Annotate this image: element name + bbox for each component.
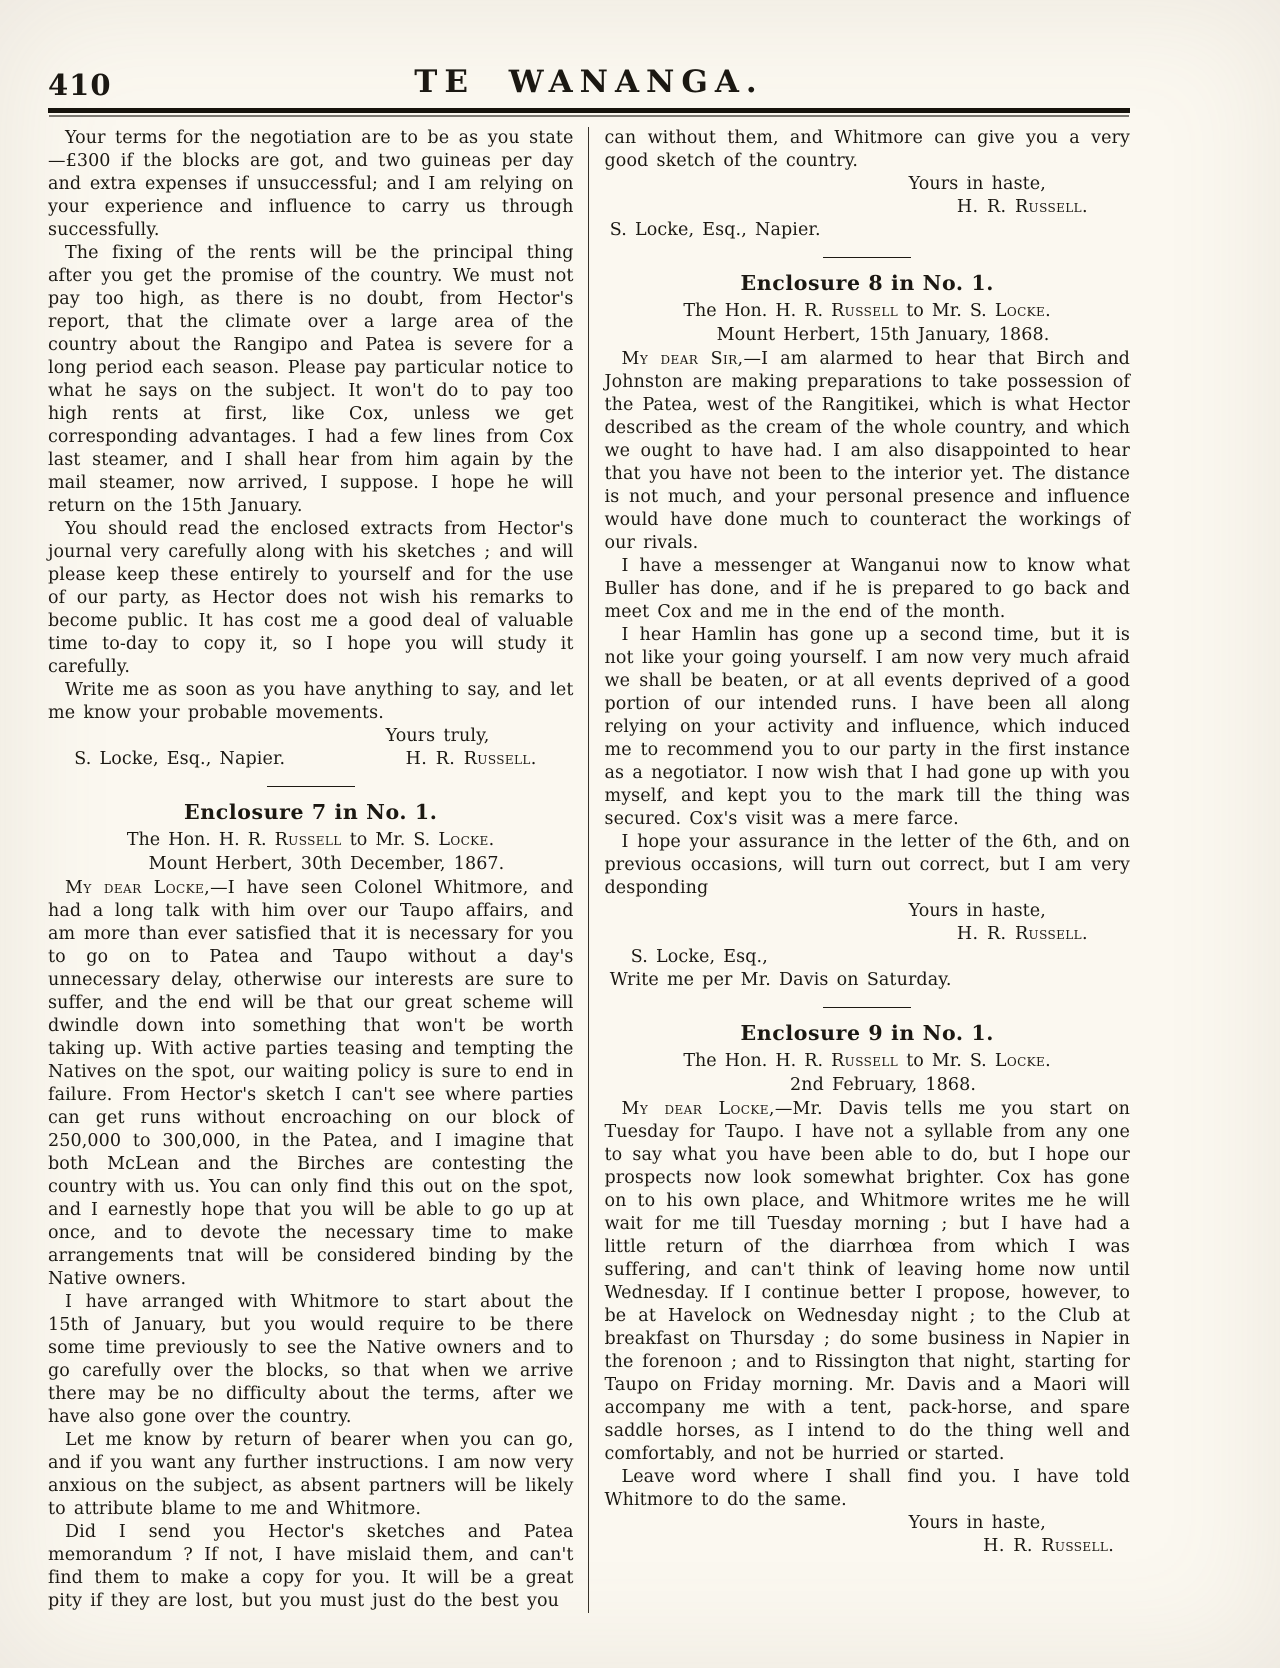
paragraph-text: —Mr. Davis tells me you start on Tuesday for Taupo. I have not a syllable from any one to say what you have been able to do, but I hope our prospects now look somewhat brighter. Cox has gone on to his own place, and Whitmore writes me he will wait for me till Tuesday morning ; but I have had a little return of the diarrhœa from which I was suffering, and can't think of leaving home now until Wednesday. If I continue better I propose, however, to be at Havelock on Wednesday night ; to the Club at breakfast on Thursday ; do some business in Napier in the forenoon ; and to Rissington that night, starting for Taupo on Friday morning. Mr. Davis and a Maori will accompany me with a tent, pack-horse, and spare saddle horses, as I intend to do the thing well and comfortably, and not be hurried or started.: [604, 1099, 1130, 1464]
signature-name: H. R. Russell.: [983, 1536, 1115, 1556]
letter-paragraph: I hear Hamlin has gone up a second time, but it is not like your going yourself. I am now very much afraid we shall be beaten, or at all events deprived of a good portion of our intended runs. I have been all along relying on your activity and influence, which induced me to recommend you to our party in the first instance as a negotiator. I now wish that I had gone up with you myself, and kept you to the mark till the thing was secured. Cox's visit was a mere farce.: [604, 625, 1130, 829]
letter-paragraph-continuation: can without them, and Whitmore can give you a very good sketch of the country.: [604, 128, 1130, 171]
salutation: My dear Locke,: [621, 1099, 775, 1119]
paragraph-text: —I have seen Colonel Whitmore, and had a long talk with him over our Taupo affairs, and am more than ever satisfied that it is necessary for you to go on to Patea and Taupo without a day's unnecessary delay, otherwise our interests are sure to suffer, and the end will be that our great scheme will dwindle down into something that won't be worth taking up. With active parties teasing and tempting the Natives on the spot, our waiting policy is sure to end in failure. From Hector's sketch I can't see where parties can get runs without encroaching on our block of 250,000 to 300,000, in the Patea, and I imagine that both McLean and the Birches are contesting the country with us. You can only find this out on the spot, and I earnestly hope that you will be able to go up at once, and to devote the necessary time to make arrangements tnat will be considered binding by the Native owners.: [48, 878, 574, 1289]
parties-text: The Hon. H. R.: [683, 301, 832, 321]
letter-paragraph: The fixing of the rents will be the principal thing after you get the promise of the country. We must not pay too high, as there is no doubt, from Hector's report, that the climate over a large area of the country about the Rangipo and Patea is severe for a long period each season. Please pay particular notice to what he says on the subject. It won't do to pay too high rents at first, like Cox, unless we get corresponding advantages. I had a few lines from Cox last steamer, and I shall hear from him again by the mail steamer, now arrived, I suppose. I hope he will return on the 15th January.: [48, 243, 574, 516]
parties-text: to Mr. S.: [898, 301, 995, 321]
letter-paragraph: Let me know by return of bearer when you can go, and if you want any further instructions. I am now very anxious on the subject, as absent partners will be likely to attribute blame to me and Whitmore.: [48, 1430, 574, 1519]
letter-paragraph: Did I send you Hector's sketches and Patea memorandum ? If not, I have mislaid them, and can't find them to make a copy for you. It will be a great pity if they are lost, but you must just do the best you: [48, 1522, 574, 1611]
dateline: Mount Herbert, 30th December, 1867.: [148, 854, 505, 874]
enclosure-9-heading: Enclosure 9 in No. 1.: [740, 1021, 994, 1045]
letter-paragraph: Write me as soon as you have anything to say, and let me know your probable movements.: [48, 680, 574, 723]
letter-paragraph: I hope your assurance in the letter of the 6th, and on previous occasions, will turn out correct, but I am very desponding: [604, 832, 1130, 898]
parties-text: to Mr. S.: [898, 1051, 995, 1071]
signature-name: H. R. Russell.: [956, 924, 1088, 944]
enclosure-8-heading: Enclosure 8 in No. 1.: [740, 271, 994, 295]
parties-name: Russell: [831, 301, 899, 321]
right-column: [589, 127, 1131, 1613]
letter-paragraph: I have a messenger at Wanganui now to know what Buller has done, and if he is prepared to go back and meet Cox and me in the end of the month.: [604, 556, 1130, 622]
letter-paragraph: [605, 1098, 1131, 1466]
masthead-rule: [48, 108, 1130, 115]
enclosure-9-parties: [605, 1050, 1131, 1073]
left-column: [48, 127, 588, 1613]
parties-text: to Mr. S.: [341, 830, 439, 850]
letter-paragraph: I have arranged with Whitmore to start about the 15th of January, but you would require to be there some time previously to see the Native owners and to go carefully over the blocks, so that when we arrive there may be no difficulty about the terms, after we have also gone over the country.: [48, 1292, 574, 1427]
parties-name: Russell: [831, 1051, 899, 1071]
valediction: Yours in haste,: [908, 901, 1046, 921]
dateline: 2nd February, 1868.: [789, 1075, 977, 1095]
masthead: [48, 0, 1130, 104]
letter-paragraph: [48, 877, 574, 1291]
addressee: S. Locke, Esq.,: [630, 947, 768, 967]
letter-paragraph: Leave word where I shall find you. I have told Whitmore to do the same.: [604, 1467, 1130, 1510]
parties-name: Locke.: [994, 301, 1052, 321]
paragraph-text: —I am alarmed to hear that Birch and Johnston are making preparations to take possession of the Patea, west of the Rangitikei, which is what Hector described as the cream of the whole country, and which we ought to have had. I am also disappointed to hear that you have not been to the interior yet. The distance is not much, and your personal presence and influence would have done much to counteract the workings of our rivals.: [604, 349, 1130, 553]
parties-text: The Hon. H. R.: [683, 1051, 832, 1071]
postscript: Write me per Mr. Davis on Saturday.: [609, 970, 952, 990]
page-title: TE WANANGA.: [414, 64, 764, 100]
section-divider: [823, 257, 911, 258]
enclosure-7-parties: [48, 829, 574, 852]
signature-row: [48, 748, 574, 771]
enclosure-8-parties: [605, 300, 1131, 323]
signature-name: H. R. Russell.: [956, 197, 1088, 217]
parties-name: Russell: [274, 830, 342, 850]
parties-name: Locke.: [438, 830, 495, 850]
valediction: Yours in haste,: [908, 174, 1046, 194]
letter-paragraph: You should read the enclosed extracts from Hector's journal very carefully along with his sketches ; and will please keep these entirely to yourself and for the use of our party, as Hector does not wish his remarks to become public. It has cost me a good deal of valuable time to-day to copy it, so I hope you will study it carefully.: [48, 519, 574, 677]
page-columns: [48, 127, 1130, 1613]
dateline: Mount Herbert, 15th January, 1868.: [716, 325, 1050, 345]
section-divider: [823, 1007, 911, 1008]
letter-paragraph: Your terms for the negotiation are to be as you state—£300 if the blocks are got, and two guineas per day and extra expenses if unsuccessful; and I am relying on your experience and influence to carry us through successfully.: [48, 128, 574, 240]
salutation: My dear Locke,: [65, 878, 211, 898]
signature: H. R. Russell.: [405, 749, 537, 769]
parties-name: Locke.: [994, 1051, 1052, 1071]
section-divider: [267, 786, 355, 787]
valediction: Yours in haste,: [908, 1513, 1046, 1533]
addressee: S. Locke, Esq., Napier.: [74, 749, 286, 769]
addressee: S. Locke, Esq., Napier.: [609, 220, 821, 240]
enclosure-7-heading: Enclosure 7 in No. 1.: [184, 800, 438, 824]
salutation: My dear Sir,: [621, 349, 744, 369]
signature: [605, 1535, 1131, 1558]
signature: [605, 923, 1131, 946]
valediction: Yours truly,: [385, 726, 490, 746]
letter-paragraph: [605, 348, 1131, 555]
signature: [605, 196, 1131, 219]
page-number: 410: [48, 68, 112, 102]
parties-text: The Hon. H. R.: [126, 830, 275, 850]
